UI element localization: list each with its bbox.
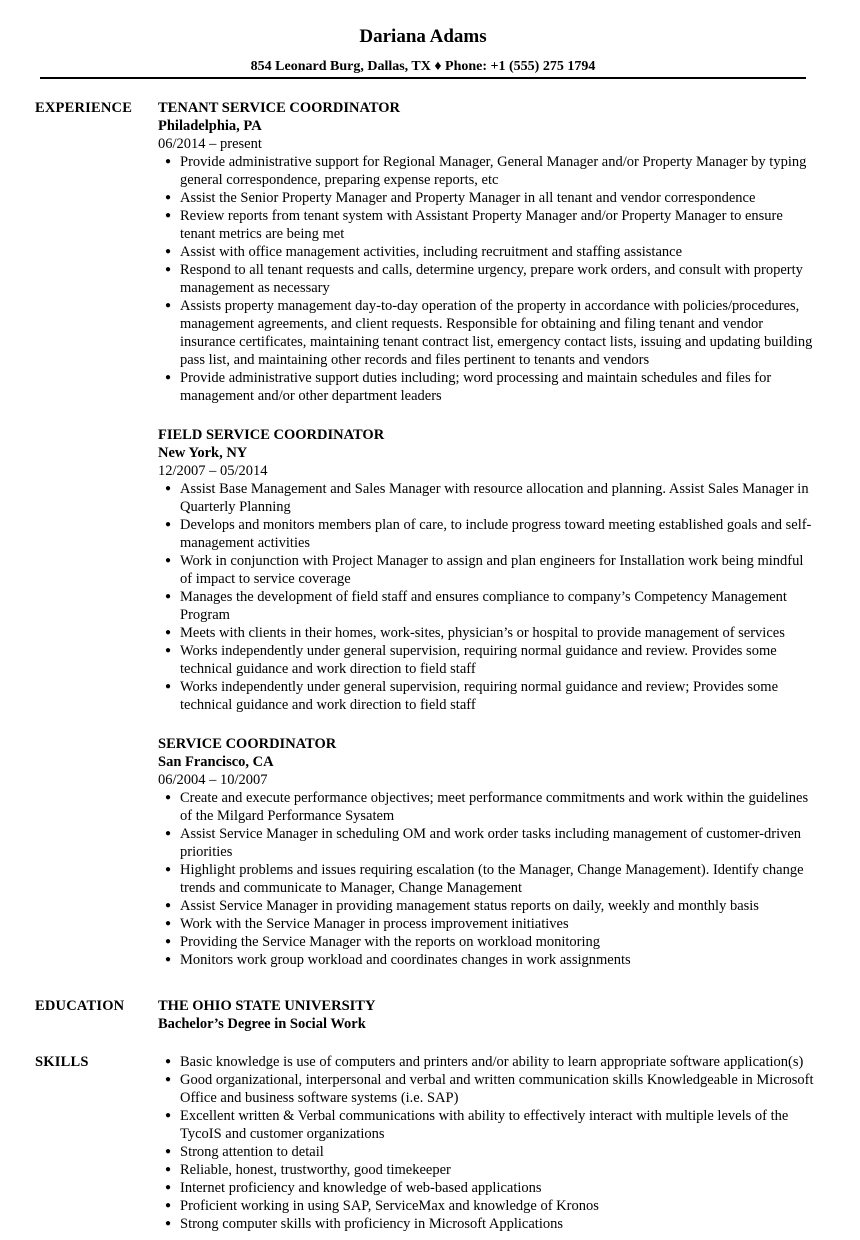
job-entry [158,735,818,969]
list-item [158,951,818,969]
bullet-icon: ● [165,1110,172,1121]
bullet-icon: ● [165,483,172,494]
education-body [158,997,818,1033]
candidate-name: Dariana Adams [359,26,487,47]
list-item [158,588,818,624]
bullet-icon: ● [165,519,172,530]
contact-line: 854 Leonard Burg, Dallas, TX ♦ Phone: +1 (555) 275 1794 [250,59,596,74]
bullet-icon: ● [165,918,172,929]
list-item-text: Basic knowledge is use of computers and printers and/or ability to learn appropriate software application(s) [180,1054,804,1070]
skills-heading: SKILLS [35,1054,89,1070]
list-item-text: Highlight problems and issues requiring escalation (to the Manager, Change Management). Identify change trends and communicate to Manager, Change Management [180,862,804,896]
job-title: SERVICE COORDINATOR [158,736,337,752]
bullet-icon: ● [165,645,172,656]
list-item-text: Proficient working in using SAP, ServiceMax and knowledge of Kronos [180,1198,599,1214]
list-item-text: Manages the development of field staff and ensures compliance to company’s Competency Management Program [180,589,787,623]
job-location: San Francisco, CA [158,754,274,770]
job-entry [158,99,818,405]
bullet-icon: ● [165,1146,172,1157]
list-item [158,1197,818,1215]
bullet-icon: ● [165,864,172,875]
experience-body [158,99,818,990]
education-heading: EDUCATION [35,998,125,1014]
list-item-text: Strong computer skills with proficiency in Microsoft Applications [180,1216,563,1232]
list-item [158,1215,818,1233]
list-item [158,897,818,915]
bullet-icon: ● [165,1164,172,1175]
bullet-icon: ● [165,156,172,167]
bullet-icon: ● [165,627,172,638]
list-item [158,915,818,933]
list-item-text: Develops and monitors members plan of care, to include progress toward meeting established goals and self-management activities [180,517,812,551]
list-item-text: Review reports from tenant system with Assistant Property Manager and/or Property Manager to ensure tenant metrics are being met [180,208,783,242]
bullet-icon: ● [165,900,172,911]
job-entry [158,426,818,714]
list-item [158,861,818,897]
experience-heading: EXPERIENCE [35,100,133,116]
list-item-text: Provide administrative support duties including; word processing and maintain schedules and files for management and/or other department leaders [180,370,772,404]
list-item-text: Internet proficiency and knowledge of web-based applications [180,1180,542,1196]
school-name: THE OHIO STATE UNIVERSITY [158,998,376,1014]
bullet-icon: ● [165,555,172,566]
bullet-icon: ● [165,192,172,203]
list-item-text: Excellent written & Verbal communications with ability to effectively interact with multiple levels of the TycoIS and customer organizations [180,1108,789,1142]
list-item-text: Strong attention to detail [180,1144,324,1160]
job-location: New York, NY [158,445,248,461]
job-title: FIELD SERVICE COORDINATOR [158,427,385,443]
list-item-text: Works independently under general supervision, requiring normal guidance and review; Provides some technical guidance and work direction to field staff [180,679,779,713]
bullet-icon: ● [165,1074,172,1085]
list-item [158,297,818,369]
list-item-text: Meets with clients in their homes, work-sites, physician’s or hospital to provide management of services [180,625,785,641]
list-item [158,1179,818,1197]
list-item-text: Assist Service Manager in providing management status reports on daily, weekly and monthly basis [180,898,759,914]
bullet-icon: ● [165,300,172,311]
bullet-icon: ● [165,372,172,383]
list-item [158,516,818,552]
bullet-icon: ● [165,936,172,947]
bullet-icon: ● [165,1056,172,1067]
skills-body [158,1053,818,1233]
bullet-icon: ● [165,246,172,257]
list-item [158,153,818,189]
list-item-text: Assists property management day-to-day operation of the property in accordance with policies/procedures, management agreements, and client requests. Responsible for obtaining and filing tenant and vendor insurance certificates, maintaining tenant contract list, emergency contact lists, issuing and updating building pass list, and maintaining other records and files pertinent to tenants and vendors [180,298,813,368]
degree: Bachelor’s Degree in Social Work [158,1016,366,1032]
list-item-text: Respond to all tenant requests and calls, determine urgency, prepare work orders, and consult with property management as necessary [180,262,803,296]
bullet-icon: ● [165,264,172,275]
list-item [158,207,818,243]
list-item [158,1161,818,1179]
list-item-text: Work in conjunction with Project Manager to assign and plan engineers for Installation work being mindful of impact to service coverage [180,553,804,587]
list-item-text: Assist Service Manager in scheduling OM and work order tasks including management of customer-driven priorities [180,826,802,860]
job-duties-list [158,480,818,714]
list-item [158,624,818,642]
bullet-icon: ● [165,1200,172,1211]
list-item-text: Works independently under general supervision, requiring normal guidance and review. Provides some technical guidance and work direction to field staff [180,643,777,677]
list-item [158,1053,818,1071]
bullet-icon: ● [165,792,172,803]
list-item-text: Providing the Service Manager with the reports on workload monitoring [180,934,601,950]
list-item [158,369,818,405]
list-item-text: Provide administrative support for Regional Manager, General Manager and/or Property Manager by typing general correspondence, preparing expense reports, etc [180,154,807,188]
list-item [158,678,818,714]
bullet-icon: ● [165,1218,172,1229]
bullet-icon: ● [165,681,172,692]
bullet-icon: ● [165,591,172,602]
job-duties-list [158,153,818,405]
list-item [158,261,818,297]
list-item-text: Reliable, honest, trustworthy, good timekeeper [180,1162,451,1178]
bullet-icon: ● [165,210,172,221]
list-item [158,480,818,516]
list-item [158,933,818,951]
list-item [158,1143,818,1161]
list-item-text: Work with the Service Manager in process improvement initiatives [180,916,569,932]
list-item-text: Good organizational, interpersonal and verbal and written communication skills Knowledgeable in Microsoft Office and business software systems (i.e. SAP) [180,1072,814,1106]
job-title: TENANT SERVICE COORDINATOR [158,100,401,116]
job-location: Philadelphia, PA [158,118,262,134]
list-item [158,243,818,261]
list-item-text: Create and execute performance objectives; meet performance commitments and work within the guidelines of the Milgard Performance Sysatem [180,790,809,824]
skills-list [158,1053,818,1233]
bullet-icon: ● [165,828,172,839]
list-item-text: Assist Base Management and Sales Manager with resource allocation and planning. Assist Sales Manager in Quarterly Planning [180,481,809,515]
list-item [158,189,818,207]
list-item [158,1071,818,1107]
list-item [158,1107,818,1143]
list-item-text: Assist with office management activities, including recruitment and staffing assistance [180,244,682,260]
list-item-text: Assist the Senior Property Manager and Property Manager in all tenant and vendor correspondence [180,190,756,206]
job-dates: 12/2007 – 05/2014 [158,463,268,479]
job-dates: 06/2004 – 10/2007 [158,772,268,788]
list-item [158,825,818,861]
list-item [158,642,818,678]
header-divider [40,77,806,79]
bullet-icon: ● [165,1182,172,1193]
list-item-text: Monitors work group workload and coordinates changes in work assignments [180,952,631,968]
bullet-icon: ● [165,954,172,965]
job-duties-list [158,789,818,969]
job-dates: 06/2014 – present [158,136,262,152]
list-item [158,552,818,588]
list-item [158,789,818,825]
